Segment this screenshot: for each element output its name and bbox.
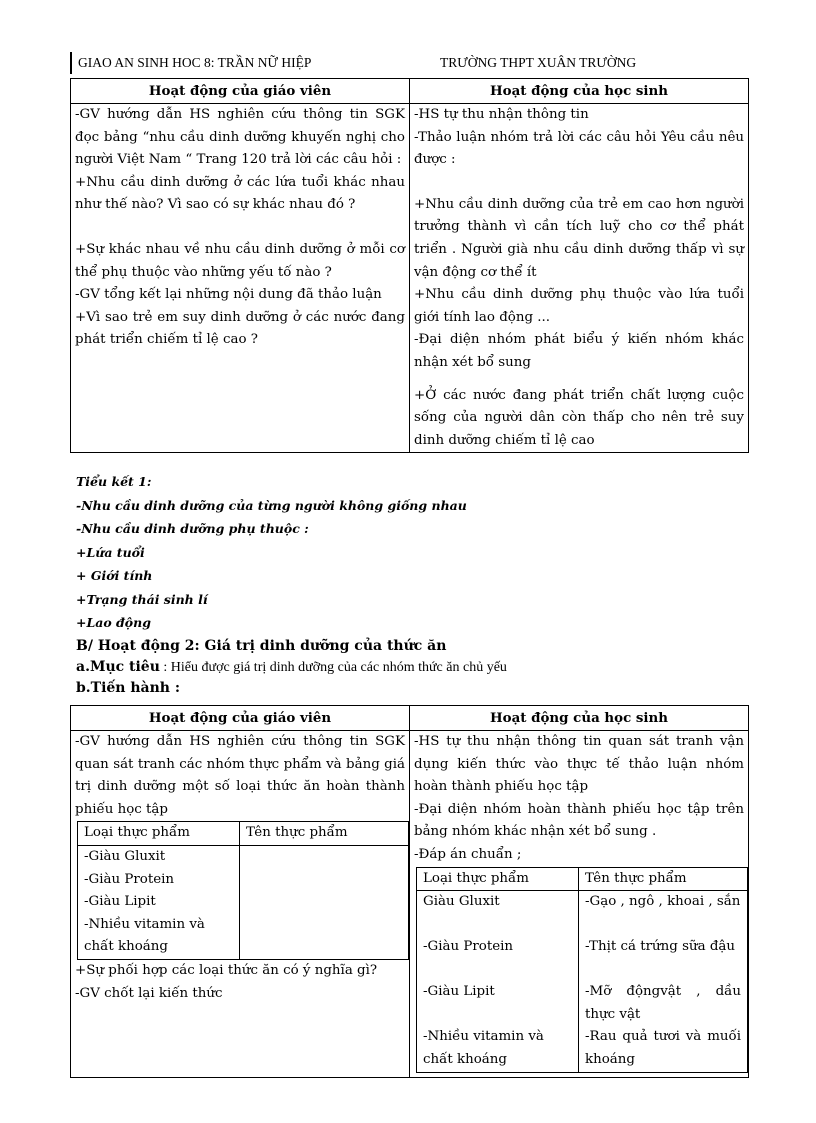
- activity-table-1: [70, 78, 749, 453]
- header-left: GIAO AN SINH HOC 8: TRẦN NỮ HIỆP: [78, 55, 312, 70]
- worksheet-header-type: Loại thực phẩm: [78, 822, 240, 846]
- teacher-paragraph: +Sự phối hợp các loại thức ăn có ý nghĩa gì?: [75, 962, 378, 978]
- goal-text: : Hiểu được giá trị dinh dưỡng của các nhóm thức ăn chủ yếu: [159, 660, 507, 675]
- worksheet-row: -Giàu Lipit: [84, 894, 156, 910]
- process-label: b.Tiến hành :: [76, 680, 181, 696]
- student-paragraph: -Đại diện nhóm hoàn thành phiếu học tập trên bảng nhóm khác nhận xét bổ sung .: [414, 801, 744, 840]
- student-paragraph: -Đáp án chuẩn ;: [414, 846, 522, 862]
- table2-header-teacher: Hoạt động của giáo viên: [71, 706, 410, 731]
- teacher-paragraph: +Nhu cầu dinh dưỡng ở các lứa tuổi khác nhau như thế nào? Vì sao có sự khác nhau đó ?: [75, 174, 405, 213]
- header-right: TRƯỜNG THPT XUÂN TRƯỜNG: [440, 55, 637, 70]
- section-heading: B/ Hoạt động 2: Giá trị dinh dưỡng của thức ăn: [76, 638, 447, 654]
- answer-header-type: Loại thực phẩm: [417, 867, 579, 891]
- student-paragraph: -Đại diện nhóm phát biểu ý kiến nhóm khác nhận xét bổ sung: [414, 332, 744, 370]
- table2-student-cell: [410, 731, 749, 1078]
- answer-header-name: Tên thực phẩm: [579, 867, 748, 891]
- worksheet-types: [78, 845, 240, 959]
- table1-student-cell: [410, 104, 749, 453]
- student-paragraph: +Nhu cầu dinh dưỡng của trẻ em cao hơn người trưởng thành vì cần tích luỹ cho cơ thể phát triển . Người già nhu cầu dinh dưỡng thấp vì sự vận động cơ thể ít: [414, 196, 744, 280]
- teacher-paragraph: -GV hướng dẫn HS nghiên cứu thông tin SGK đọc bảng “nhu cầu dinh dưỡng khuyến nghị cho người Việt Nam “ Trang 120 trả lời các câu hỏi :: [75, 107, 405, 168]
- worksheet-row: -Giàu Gluxit: [84, 848, 166, 864]
- summary-title: Tiểu kết 1:: [76, 474, 152, 489]
- teacher-paragraph: -GV hướng dẫn HS nghiên cứu thông tin SGK quan sát tranh các nhóm thực phẩm và bảng giá trị dinh dưỡng một số loại thức ăn hoàn thành phiếu học tập: [75, 734, 405, 817]
- student-paragraph: -HS tự thu nhận thông tin quan sát tranh vận dụng kiến thức vào thực tế thảo luận nhóm hoàn thành phiếu học tập: [414, 734, 744, 795]
- answer-type: -Nhiều vitamin và chất khoáng: [423, 1029, 544, 1067]
- goal-label: a.Mục tiêu: [76, 659, 160, 675]
- answer-foods: [579, 891, 748, 1072]
- worksheet-table: [77, 821, 409, 960]
- table1-teacher-cell: [71, 104, 410, 453]
- answer-table: [416, 867, 748, 1073]
- worksheet-row: -Giàu Protein: [84, 871, 175, 887]
- summary-line: +Lứa tuổi: [76, 544, 145, 560]
- table1-header-student: Hoạt động của học sinh: [410, 79, 749, 104]
- table1-header-teacher: Hoạt động của giáo viên: [71, 79, 410, 104]
- student-paragraph: +Nhu cầu dinh dưỡng phụ thuộc vào lứa tuổi giới tính lao động ...: [414, 287, 744, 325]
- activity-table-2: [70, 705, 749, 1078]
- section-block: [76, 636, 746, 699]
- teacher-paragraph: -GV chốt lại kiến thức: [75, 985, 223, 1001]
- answer-food: -Rau quả tươi và muối khoáng: [585, 1029, 741, 1067]
- answer-food: -Thịt cá trứng sữa đậu: [585, 939, 736, 955]
- answer-food: -Gạo , ngô , khoai , sắn: [585, 894, 741, 910]
- table2-teacher-cell: [71, 731, 410, 1078]
- teacher-paragraph: +Sự khác nhau về nhu cầu dinh dưỡng ở mỗi cơ thể phụ thuộc vào những yếu tố nào ?: [75, 241, 405, 280]
- student-paragraph: -HS tự thu nhận thông tin: [414, 107, 589, 122]
- worksheet-names-empty: [240, 845, 409, 959]
- answer-type: Giàu Gluxit: [423, 894, 500, 910]
- table2-header-student: Hoạt động của học sinh: [410, 706, 749, 731]
- student-paragraph: -Thảo luận nhóm trả lời các câu hỏi Yêu cầu nêu được :: [414, 129, 744, 168]
- summary-block: [76, 470, 746, 635]
- worksheet-row: -Nhiều vitamin và chất khoáng: [84, 916, 205, 955]
- answer-types: [417, 891, 579, 1072]
- answer-food: -Mỡ độngvật , dầu thực vật: [585, 984, 741, 1022]
- summary-line: + Giới tính: [76, 568, 153, 583]
- answer-type: -Giàu Lipit: [423, 984, 495, 1000]
- summary-line: -Nhu cầu dinh dưỡng phụ thuộc :: [76, 521, 309, 536]
- page-header: [70, 52, 750, 74]
- summary-line: +Lao động: [76, 615, 151, 630]
- summary-line: -Nhu cầu dinh dưỡng của từng người không giống nhau: [76, 497, 467, 513]
- answer-type: -Giàu Protein: [423, 939, 514, 955]
- summary-line: +Trạng thái sinh lí: [76, 591, 208, 607]
- teacher-paragraph: -GV tổng kết lại những nội dung đã thảo luận: [75, 287, 382, 303]
- teacher-paragraph: +Vì sao trẻ em suy dinh dưỡng ở các nước đang phát triển chiếm tỉ lệ cao ?: [75, 309, 405, 348]
- student-paragraph: +Ở các nước đang phát triển chất lượng cuộc sống của người dân còn thấp cho nên trẻ suy dinh dưỡng chiếm tỉ lệ cao: [414, 387, 744, 448]
- worksheet-header-name: Tên thực phẩm: [240, 822, 409, 846]
